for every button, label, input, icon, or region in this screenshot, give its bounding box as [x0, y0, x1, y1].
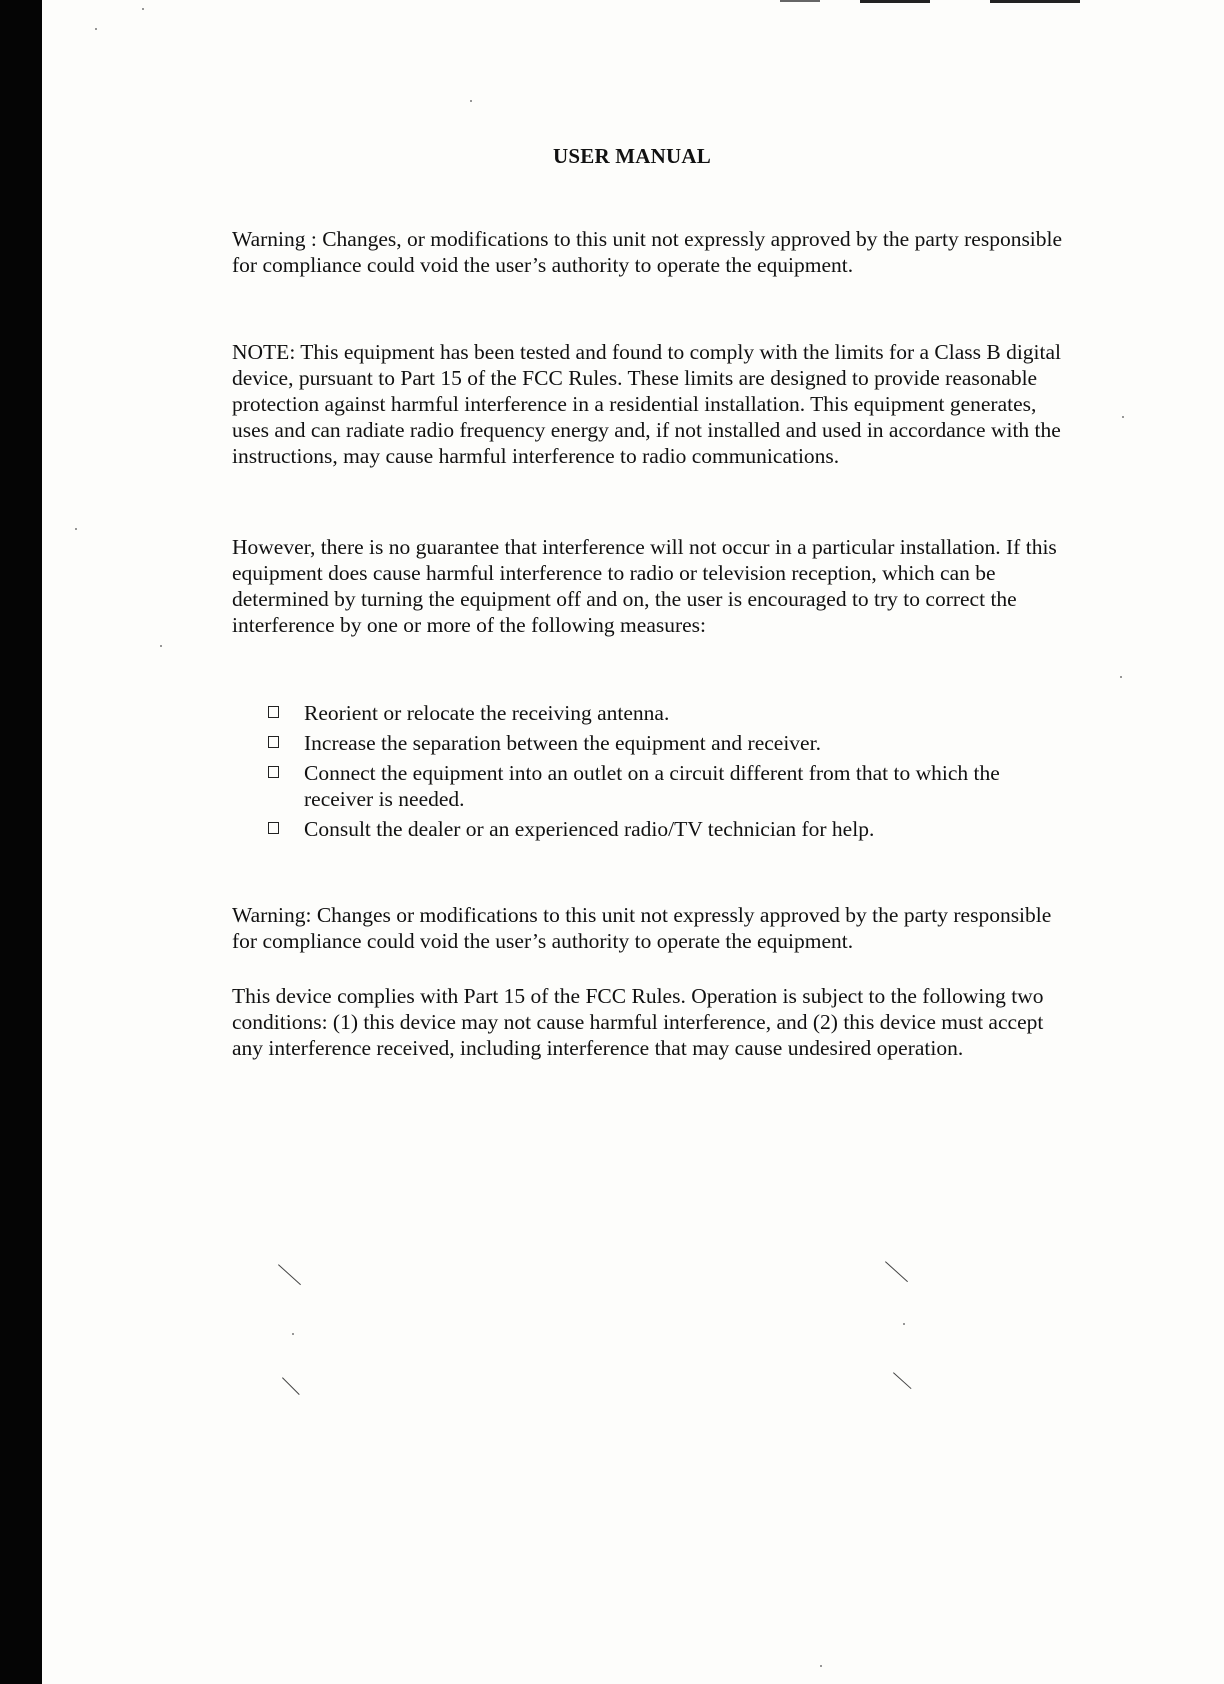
page-title: USER MANUAL: [553, 144, 711, 168]
list-item: [268, 700, 1068, 726]
list-item: [268, 760, 1068, 812]
scan-speck: [292, 1333, 294, 1335]
scan-mark: [282, 1377, 300, 1395]
scan-mark: [885, 1261, 908, 1282]
scan-mark: [893, 1372, 912, 1389]
list-item: [268, 730, 1068, 756]
scan-speck: [903, 1323, 905, 1325]
warning-paragraph: Warning : Changes, or modifications to this unit not expressly approved by the party responsible for compliance could void the user’s authority to operate the equipment.: [232, 227, 1063, 277]
list-item: [268, 816, 1068, 842]
measure-text: Connect the equipment into an outlet on a circuit different from that to which the receiver is needed.: [304, 761, 1000, 811]
scan-edge: [0, 0, 42, 1684]
checkbox-icon: [268, 822, 279, 834]
scan-mark: [990, 0, 1080, 3]
checkbox-icon: [268, 736, 279, 748]
scan-speck: [75, 528, 77, 530]
scan-speck: [1120, 676, 1122, 678]
measure-text: Increase the separation between the equipment and receiver.: [304, 731, 821, 755]
scan-mark: [860, 0, 930, 3]
measures-list: [268, 700, 1068, 846]
checkbox-icon: [268, 766, 279, 778]
scan-speck: [95, 28, 97, 30]
scan-speck: [142, 8, 144, 10]
checkbox-icon: [268, 706, 279, 718]
scan-speck: [160, 645, 162, 647]
fcc-note-paragraph: NOTE: This equipment has been tested and found to comply with the limits for a Class B digital device, pursuant to Part 15 of the FCC Rules. These limits are designed to provide reasonable protection against harmful interference in a residential installation. This equipment generates, uses and can radiate radio frequency energy and, if not installed and used in accordance with the instructions, may cause harmful interference to radio communications.: [232, 340, 1062, 468]
measure-text: Consult the dealer or an experienced radio/TV technician for help.: [304, 817, 875, 841]
scan-mark: [780, 0, 820, 2]
scan-speck: [470, 100, 472, 102]
scan-speck: [820, 1665, 822, 1667]
interference-paragraph: However, there is no guarantee that interference will not occur in a particular installation. If this equipment does cause harmful interference to radio or television reception, which can be determined by turning the equipment off and on, the user is encouraged to try to correct the interference by one or more of the following measures:: [232, 535, 1057, 637]
measure-text: Reorient or relocate the receiving antenna.: [304, 701, 670, 725]
scan-mark: [278, 1264, 301, 1285]
compliance-paragraph: This device complies with Part 15 of the FCC Rules. Operation is subject to the following two conditions: (1) this device may not cause harmful interference, and (2) this device must accept any interference received, including interference that may cause undesired operation.: [232, 984, 1044, 1060]
warning-paragraph-2: Warning: Changes or modifications to this unit not expressly approved by the party responsible for compliance could void the user’s authority to operate the equipment.: [232, 903, 1052, 953]
scan-speck: [1122, 416, 1124, 418]
